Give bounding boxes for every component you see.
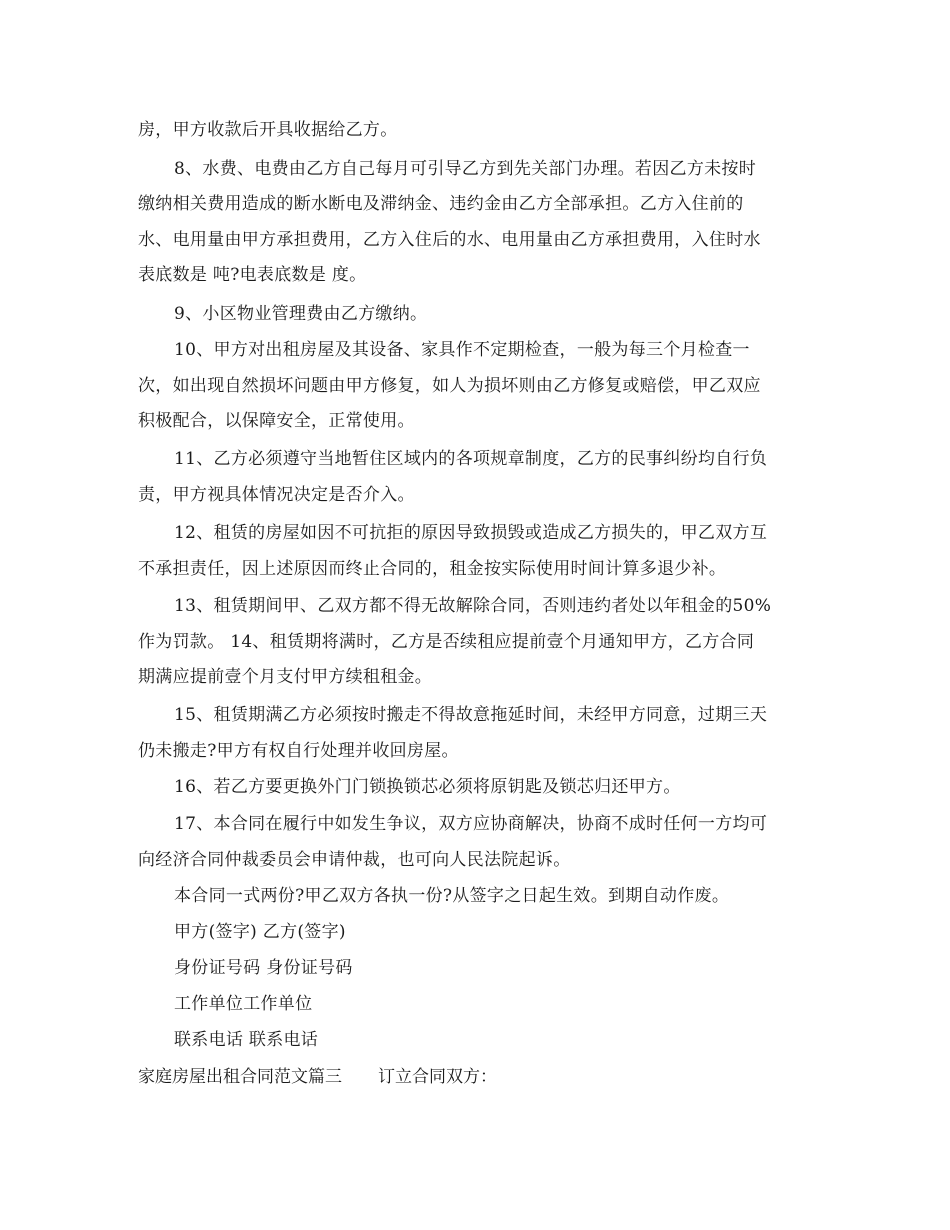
phone-line: 联系电话 联系电话 bbox=[174, 1030, 319, 1050]
id-number-line: 身份证号码 身份证号码 bbox=[174, 958, 353, 978]
text-line: 次，如出现自然损坏问题由甲方修复，如人为损坏则由乙方修复或赔偿，甲乙双应 bbox=[138, 376, 761, 396]
text-line: 13、租赁期间甲、乙双方都不得无故解除合同，否则违约者处以年租金的50% bbox=[174, 596, 772, 616]
text-line: 房，甲方收款后开具收据给乙方。 bbox=[138, 120, 398, 140]
text-line: 11、乙方必须遵守当地暂住区域内的各项规章制度，乙方的民事纠纷均自行负 bbox=[174, 449, 768, 469]
section-title: 家庭房屋出租合同范文篇三 bbox=[138, 1067, 342, 1087]
text-line: 10、甲方对出租房屋及其设备、家具作不定期检查，一般为每三个月检查一 bbox=[174, 340, 750, 360]
text-line: 水、电用量由甲方承担费用，乙方入住后的水、电用量由乙方承担费用，入住时水 bbox=[138, 230, 761, 250]
text-line: 16、若乙方要更换外门门锁换锁芯必须将原钥匙及锁芯归还甲方。 bbox=[174, 777, 681, 797]
text-line: 8、水费、电费由乙方自己每月可引导乙方到先关部门办理。若因乙方未按时 bbox=[174, 159, 757, 179]
signature-line: 甲方(签字) 乙方(签字) bbox=[174, 922, 346, 942]
section-heading bbox=[138, 1066, 497, 1088]
text-line: 9、小区物业管理费由乙方缴纳。 bbox=[174, 304, 428, 324]
text-line: 缴纳相关费用造成的断水断电及滞纳金、违约金由乙方全部承担。乙方入住前的 bbox=[138, 194, 744, 214]
text-line: 仍未搬走?甲方有权自行处理并收回房屋。 bbox=[138, 741, 459, 761]
text-line: 本合同一式两份?甲乙双方各执一份?从签字之日起生效。到期自动作废。 bbox=[174, 886, 730, 906]
text-line: 责，甲方视具体情况决定是否介入。 bbox=[138, 485, 415, 505]
work-unit-line: 工作单位工作单位 bbox=[174, 994, 313, 1014]
text-line: 期满应提前壹个月支付甲方续租租金。 bbox=[138, 667, 433, 687]
text-line: 17、本合同在履行中如发生争议，双方应协商解决，协商不成时任何一方均可 bbox=[174, 814, 768, 834]
text-line: 作为罚款。 14、租赁期将满时，乙方是否续租应提前壹个月通知甲方，乙方合同 bbox=[138, 632, 755, 652]
section-subtitle: 订立合同双方： bbox=[378, 1067, 497, 1087]
text-line: 积极配合，以保障安全，正常使用。 bbox=[138, 411, 415, 431]
text-line: 向经济合同仲裁委员会申请仲裁，也可向人民法院起诉。 bbox=[138, 850, 571, 870]
text-line: 不承担责任，因上述原因而终止合同的，租金按实际使用时间计算多退少补。 bbox=[138, 559, 727, 579]
text-line: 12、租赁的房屋如因不可抗拒的原因导致损毁或造成乙方损失的，甲乙双方互 bbox=[174, 523, 768, 543]
text-line: 15、租赁期满乙方必须按时搬走不得故意拖延时间，未经甲方同意，过期三天 bbox=[174, 705, 768, 725]
text-line: 表底数是 吨?电表底数是 度。 bbox=[138, 265, 367, 285]
